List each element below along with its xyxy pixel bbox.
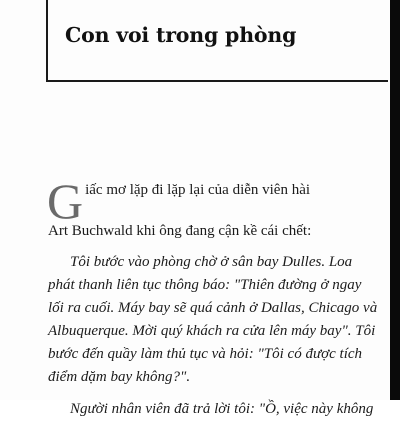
opening-line-2: Art Buchwald khi ông đang cận kề cái chết: (48, 223, 312, 239)
reply-paragraph (48, 398, 386, 421)
quote-line: lối ra cuối. Máy bay sẽ quá cảnh ở Dallas, Chicago và (48, 300, 378, 316)
reply-line-1: Người nhân viên đã trả lời tôi: "Ồ, việc này không (70, 401, 374, 417)
quote-line: Tôi bước vào phòng chờ ở sân bay Dulles. Loa (70, 254, 353, 270)
page-edge-bar (390, 0, 400, 400)
quote-line: điểm dặm bay không?". (48, 369, 191, 385)
drop-cap: G (47, 173, 84, 229)
opening-paragraph (47, 173, 386, 243)
opening-line-1: iấc mơ lặp đi lặp lại của diễn viên hài (85, 182, 311, 198)
chapter-title: Con voi trong phòng (65, 23, 297, 47)
quote-line: Albuquerque. Mời quý khách ra cửa lên máy bay". Tôi (48, 323, 376, 339)
chapter-header-box (46, 0, 388, 82)
quote-line: bước đến quầy làm thủ tục và hỏi: "Tôi có được tích (48, 346, 363, 362)
quote-line: phát thanh liên tục thông báo: "Thiên đường ở ngay (48, 277, 362, 293)
dream-quote-paragraph (48, 251, 386, 389)
chapter-body (47, 173, 386, 430)
